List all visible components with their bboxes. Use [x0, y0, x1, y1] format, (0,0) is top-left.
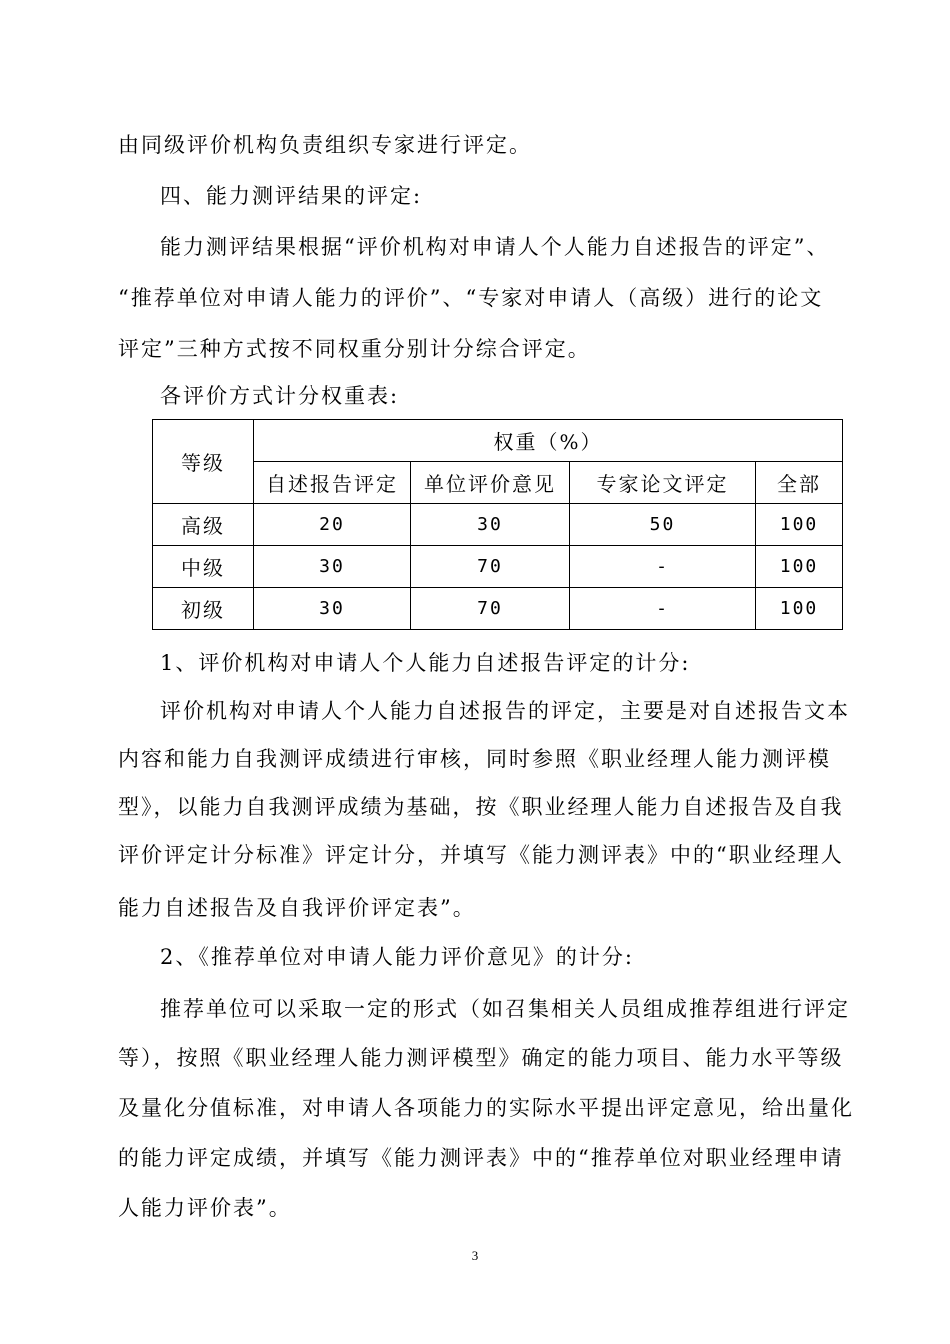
weight-table	[152, 419, 843, 630]
table-cell: 70	[411, 546, 570, 588]
row-level: 初级	[153, 588, 254, 630]
table-row	[153, 588, 843, 630]
table-cell: -	[570, 588, 756, 630]
table-cell: -	[570, 546, 756, 588]
row-level: 中级	[153, 546, 254, 588]
table-cell: 30	[254, 588, 411, 630]
paragraph-line: 推荐单位可以采取一定的形式（如召集相关人员组成推荐组进行评定	[160, 997, 850, 1021]
column-header: 自述报告评定	[254, 462, 411, 504]
paragraph-line: 人能力评价表”。	[118, 1196, 292, 1220]
paragraph-line: 评价机构对申请人个人能力自述报告的评定，主要是对自述报告文本	[160, 699, 850, 723]
paragraph-line: 评价评定计分标准》评定计分，并填写《能力测评表》中的“职业经理人	[118, 843, 844, 867]
table-row	[153, 546, 843, 588]
table-cell: 20	[254, 504, 411, 546]
paragraph-line: 及量化分值标准，对申请人各项能力的实际水平提出评定意见，给出量化	[118, 1096, 854, 1120]
section-heading-2: 2、《推荐单位对申请人能力评价意见》的计分:	[160, 945, 634, 969]
paragraph-line: 型》，以能力自我测评成绩为基础，按《职业经理人能力自述报告及自我	[118, 795, 844, 819]
table-caption: 各评价方式计分权重表:	[160, 384, 400, 408]
table-cell: 30	[254, 546, 411, 588]
section-heading-4: 四、能力测评结果的评定:	[160, 184, 423, 208]
paragraph-line: 能力测评结果根据“评价机构对申请人个人能力自述报告的评定”、	[160, 235, 830, 259]
paragraph-line: 由同级评价机构负责组织专家进行评定。	[118, 133, 532, 157]
column-header: 全部	[756, 462, 843, 504]
row-level: 高级	[153, 504, 254, 546]
paragraph-line: 等），按照《职业经理人能力测评模型》确定的能力项目、能力水平等级	[118, 1046, 844, 1070]
table-cell: 100	[756, 546, 843, 588]
table-subheader-row	[153, 462, 843, 504]
paragraph-line: 评定”三种方式按不同权重分别计分综合评定。	[118, 337, 591, 361]
paragraph-line: 能力自述报告及自我评价评定表”。	[118, 896, 476, 920]
table-header-row	[153, 420, 843, 462]
page-number: 3	[471, 1248, 479, 1263]
column-header: 专家论文评定	[570, 462, 756, 504]
table-cell: 100	[756, 588, 843, 630]
paragraph-line: “推荐单位对申请人能力的评价”、“专家对申请人（高级）进行的论文	[118, 286, 824, 310]
table-cell: 70	[411, 588, 570, 630]
table-cell: 50	[570, 504, 756, 546]
weight-header: 权重（%）	[254, 420, 843, 462]
paragraph-line: 的能力评定成绩，并填写《能力测评表》中的“推荐单位对职业经理申请	[118, 1146, 844, 1170]
level-header: 等级	[153, 420, 254, 504]
column-header: 单位评价意见	[411, 462, 570, 504]
table-cell: 100	[756, 504, 843, 546]
section-heading-1: 1、评价机构对申请人个人能力自述报告评定的计分:	[160, 651, 691, 675]
table-row	[153, 504, 843, 546]
table-cell: 30	[411, 504, 570, 546]
paragraph-line: 内容和能力自我测评成绩进行审核，同时参照《职业经理人能力测评模	[118, 747, 831, 771]
